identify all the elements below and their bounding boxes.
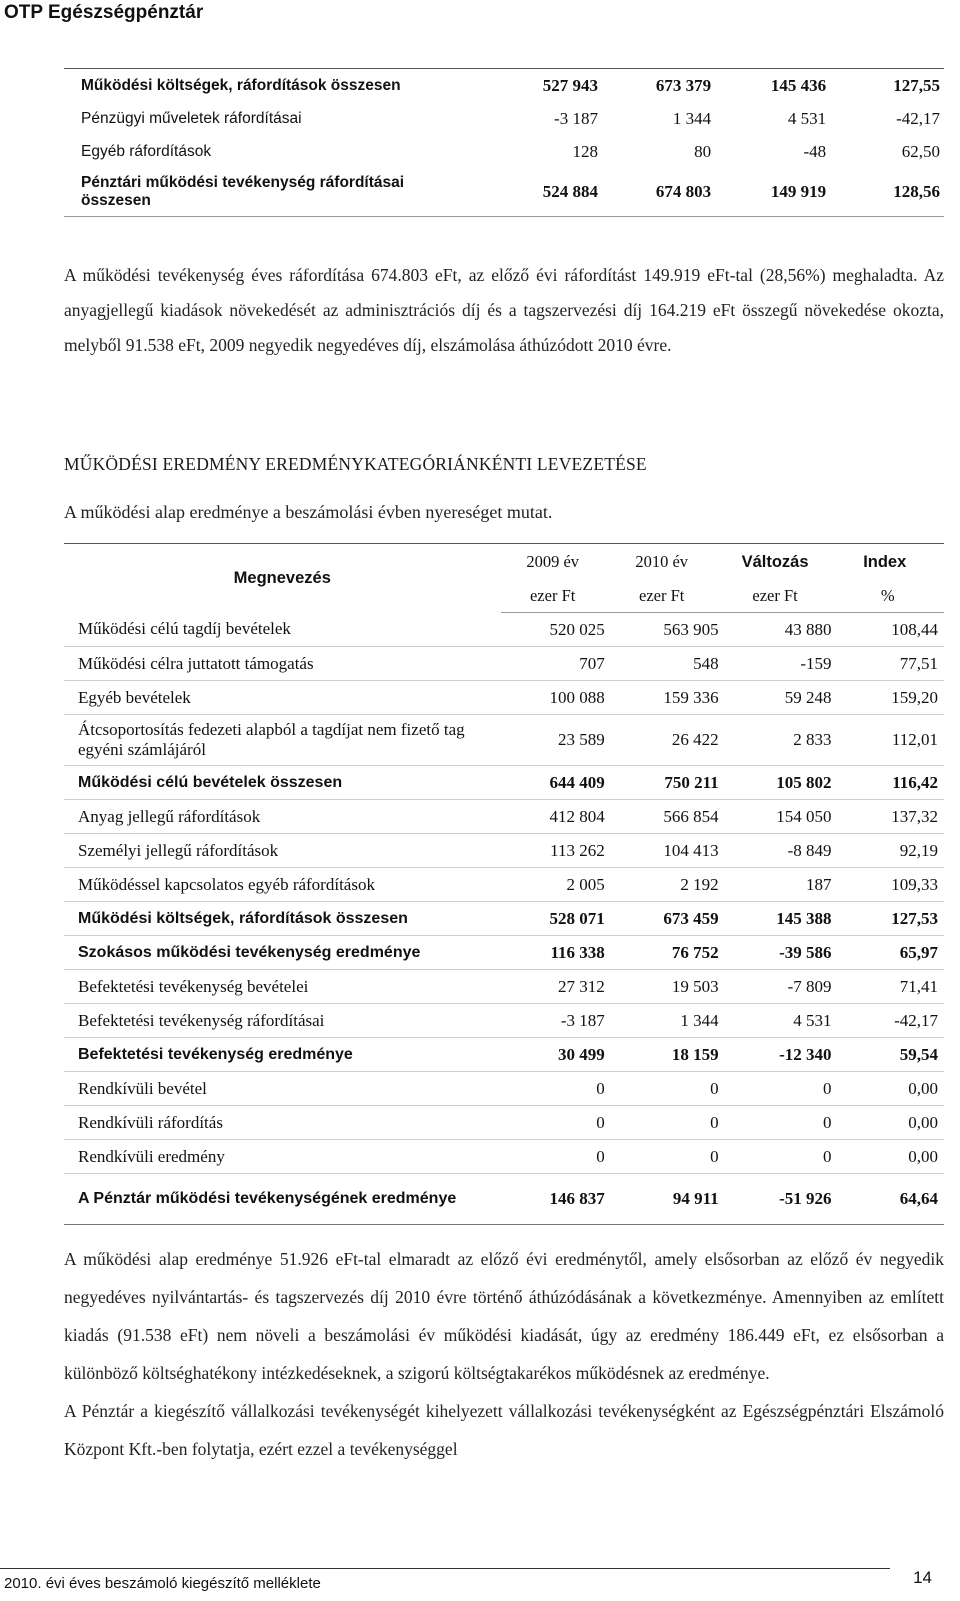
cell-change: -159 bbox=[719, 647, 832, 681]
operating-result-table bbox=[64, 543, 944, 1225]
header-unit: ezer Ft bbox=[501, 580, 605, 613]
cell-change: 187 bbox=[719, 868, 832, 902]
table-row bbox=[64, 800, 944, 834]
cell-2009: 113 262 bbox=[501, 834, 605, 868]
cell-2010: 673 459 bbox=[605, 902, 719, 936]
table-row bbox=[64, 681, 944, 715]
cell-2010: 1 344 bbox=[672, 108, 712, 128]
cell-index: 65,97 bbox=[831, 936, 944, 970]
table-row bbox=[64, 1140, 944, 1174]
cell-index: 62,50 bbox=[901, 141, 940, 161]
body-paragraph bbox=[64, 1240, 944, 1468]
cell-index: 109,33 bbox=[831, 868, 944, 902]
cell-2010: 80 bbox=[694, 141, 712, 161]
cell-index: 108,44 bbox=[831, 613, 944, 647]
table-row bbox=[64, 970, 944, 1004]
row-label: A Pénztár működési tevékenységének eredménye bbox=[64, 1174, 501, 1225]
table-row bbox=[64, 613, 944, 647]
cell-index: -42,17 bbox=[896, 108, 940, 128]
cell-2010: 1 344 bbox=[605, 1004, 719, 1038]
cell-index: 116,42 bbox=[831, 766, 944, 800]
table-row bbox=[64, 1072, 944, 1106]
cell-change: 105 802 bbox=[719, 766, 832, 800]
cell-change: 4 531 bbox=[719, 1004, 832, 1038]
row-label: Rendkívüli eredmény bbox=[64, 1140, 501, 1174]
cell-change: -7 809 bbox=[719, 970, 832, 1004]
cell-index: 64,64 bbox=[831, 1174, 944, 1225]
cell-change: -39 586 bbox=[719, 936, 832, 970]
paragraph-text: A Pénztár a kiegészítő vállalkozási tevékenységét kihelyezett vállalkozási tevékenységként az Egészségpénztári Elszámoló Központ Kft.-ben folytatja, ezért ezzel a tevékenységgel bbox=[64, 1401, 944, 1459]
header-col: 2010 év bbox=[635, 552, 689, 571]
header-name: Megnevezés bbox=[233, 568, 331, 587]
cell-2010: 0 bbox=[605, 1106, 719, 1140]
table-row bbox=[64, 69, 944, 103]
body-paragraph: A működési tevékenység éves ráfordítása 674.803 eFt, az előző évi ráfordítást 149.919 eFt-tal (28,56%) meghaladta. Az anyagjellegű kiadások növekedését az adminisztrációs díj és a tagszervezési díj 164.219 eFt összegű növekedése okozta, melyből 91.538 eFt, 2009 negyedik negyedéves díj, elszámolása áthúzódott 2010 évre. bbox=[64, 265, 944, 355]
cell-2009: 146 837 bbox=[501, 1174, 605, 1225]
table-row bbox=[64, 834, 944, 868]
row-label: Működéssel kapcsolatos egyéb ráfordítások bbox=[64, 868, 501, 902]
header-unit: ezer Ft bbox=[719, 580, 832, 613]
cell-2009: 644 409 bbox=[501, 766, 605, 800]
cell-2010: 674 803 bbox=[598, 168, 711, 217]
header-col: Index bbox=[863, 552, 907, 571]
cell-2009: 0 bbox=[501, 1106, 605, 1140]
cell-2010: 0 bbox=[605, 1140, 719, 1174]
cell-change: 2 833 bbox=[719, 715, 832, 766]
cell-2010: 750 211 bbox=[605, 766, 719, 800]
footer-text: 2010. évi éves beszámoló kiegészítő melléklete bbox=[4, 1575, 321, 1592]
cell-2009: -3 187 bbox=[554, 108, 598, 128]
cell-2009: 100 088 bbox=[501, 681, 605, 715]
cell-2009: 116 338 bbox=[501, 936, 605, 970]
cell-change: 0 bbox=[719, 1106, 832, 1140]
cell-2010: 563 905 bbox=[605, 613, 719, 647]
table-row bbox=[64, 647, 944, 681]
header-col: 2009 év bbox=[526, 552, 580, 571]
cell-change: 43 880 bbox=[719, 613, 832, 647]
table-row bbox=[64, 168, 944, 217]
cell-2009: 527 943 bbox=[542, 75, 598, 95]
cell-2010: 159 336 bbox=[605, 681, 719, 715]
cell-2009: 707 bbox=[501, 647, 605, 681]
row-label: Működési célú bevételek összesen bbox=[64, 766, 501, 800]
cell-index: 71,41 bbox=[831, 970, 944, 1004]
cell-index: 0,00 bbox=[831, 1140, 944, 1174]
table-row bbox=[64, 902, 944, 936]
row-label: Szokásos működési tevékenység eredménye bbox=[64, 936, 501, 970]
table-row bbox=[64, 1004, 944, 1038]
cell-change: 145 436 bbox=[770, 75, 827, 95]
header-col: Változás bbox=[741, 552, 809, 571]
cell-change: -8 849 bbox=[719, 834, 832, 868]
row-label: Személyi jellegű ráfordítások bbox=[64, 834, 501, 868]
cell-change: 145 388 bbox=[719, 902, 832, 936]
cell-index: 92,19 bbox=[831, 834, 944, 868]
cell-2010: 76 752 bbox=[605, 936, 719, 970]
cell-index: 77,51 bbox=[831, 647, 944, 681]
table-row bbox=[64, 102, 944, 135]
expense-summary-table bbox=[64, 68, 944, 217]
cell-2009: 528 071 bbox=[501, 902, 605, 936]
cell-index: 128,56 bbox=[826, 168, 944, 217]
cell-change: 154 050 bbox=[719, 800, 832, 834]
table-row bbox=[64, 135, 944, 168]
cell-change: -48 bbox=[803, 141, 827, 161]
cell-2010: 104 413 bbox=[605, 834, 719, 868]
cell-index: 127,55 bbox=[893, 75, 940, 95]
cell-index: 137,32 bbox=[831, 800, 944, 834]
cell-2009: 30 499 bbox=[501, 1038, 605, 1072]
row-label: Működési célra juttatott támogatás bbox=[64, 647, 501, 681]
page-header-title: OTP Egészségpénztár bbox=[4, 2, 204, 23]
table-row bbox=[64, 868, 944, 902]
cell-2009: 412 804 bbox=[501, 800, 605, 834]
table-row bbox=[64, 715, 944, 766]
cell-2009: 2 005 bbox=[501, 868, 605, 902]
header-unit: % bbox=[831, 580, 944, 613]
row-label: Működési költségek, ráfordítások összesen bbox=[64, 902, 501, 936]
cell-2009: 524 884 bbox=[471, 168, 598, 217]
row-label: Rendkívüli ráfordítás bbox=[64, 1106, 501, 1140]
table-row bbox=[64, 1174, 944, 1225]
cell-index: 59,54 bbox=[831, 1038, 944, 1072]
cell-change: 4 531 bbox=[787, 108, 827, 128]
paragraph-text: A működési alap eredménye 51.926 eFt-tal elmaradt az előző évi eredménytől, amely elsősorban az előző év negyedik negyedéves nyilvántartás- és tagszervezés díj 2010 évre történő áthúzódásának a következménye. Amennyiben az említett kiadás (91.538 eFt) nem növeli a beszámolási év működési kiadását, úgy az eredmény 186.449 eFt, ez elsősorban a különböző költséghatékony intézkedéseknek, a szigorú költségtakarékos működésnek az eredménye. bbox=[64, 1249, 944, 1383]
row-label: Pénztári működési tevékenység ráfordításai összesen bbox=[64, 168, 471, 217]
row-label: Befektetési tevékenység bevételei bbox=[64, 970, 501, 1004]
cell-index: -42,17 bbox=[831, 1004, 944, 1038]
cell-change: -12 340 bbox=[719, 1038, 832, 1072]
row-label: Pénzügyi műveletek ráfordításai bbox=[81, 109, 302, 127]
cell-change: 0 bbox=[719, 1140, 832, 1174]
cell-2009: 128 bbox=[572, 141, 598, 161]
cell-index: 127,53 bbox=[831, 902, 944, 936]
cell-change: 59 248 bbox=[719, 681, 832, 715]
cell-index: 159,20 bbox=[831, 681, 944, 715]
row-label: Működési költségek, ráfordítások összesen bbox=[81, 76, 401, 94]
row-label: Anyag jellegű ráfordítások bbox=[64, 800, 501, 834]
cell-change: 0 bbox=[719, 1072, 832, 1106]
cell-index: 0,00 bbox=[831, 1072, 944, 1106]
header-unit: ezer Ft bbox=[605, 580, 719, 613]
cell-2010: 673 379 bbox=[655, 75, 712, 95]
table-row bbox=[64, 1106, 944, 1140]
cell-2010: 19 503 bbox=[605, 970, 719, 1004]
row-label: Befektetési tevékenység eredménye bbox=[64, 1038, 501, 1072]
section-heading: MŰKÖDÉSI EREDMÉNY EREDMÉNYKATEGÓRIÁNKÉNTI LEVEZETÉSE bbox=[64, 454, 647, 474]
page-number: 14 bbox=[913, 1568, 932, 1587]
row-label: Egyéb bevételek bbox=[64, 681, 501, 715]
row-label: Egyéb ráfordítások bbox=[81, 142, 212, 160]
cell-2010: 2 192 bbox=[605, 868, 719, 902]
table-row bbox=[64, 766, 944, 800]
table-header-row bbox=[64, 544, 944, 581]
cell-index: 0,00 bbox=[831, 1106, 944, 1140]
cell-2009: 27 312 bbox=[501, 970, 605, 1004]
cell-2010: 0 bbox=[605, 1072, 719, 1106]
cell-2009: -3 187 bbox=[501, 1004, 605, 1038]
cell-2009: 0 bbox=[501, 1140, 605, 1174]
table-row bbox=[64, 936, 944, 970]
section-subtitle: A működési alap eredménye a beszámolási évben nyereséget mutat. bbox=[64, 502, 553, 522]
cell-index: 112,01 bbox=[831, 715, 944, 766]
cell-change: 149 919 bbox=[711, 168, 826, 217]
cell-2009: 23 589 bbox=[501, 715, 605, 766]
row-label: Működési célú tagdíj bevételek bbox=[64, 613, 501, 647]
cell-2010: 18 159 bbox=[605, 1038, 719, 1072]
cell-2009: 0 bbox=[501, 1072, 605, 1106]
cell-2010: 94 911 bbox=[605, 1174, 719, 1225]
row-label: Rendkívüli bevétel bbox=[64, 1072, 501, 1106]
cell-2010: 566 854 bbox=[605, 800, 719, 834]
cell-2009: 520 025 bbox=[501, 613, 605, 647]
cell-change: -51 926 bbox=[719, 1174, 832, 1225]
cell-2010: 548 bbox=[605, 647, 719, 681]
footer-divider bbox=[0, 1568, 890, 1569]
table-row bbox=[64, 1038, 944, 1072]
row-label: Befektetési tevékenység ráfordításai bbox=[64, 1004, 501, 1038]
row-label: Átcsoportosítás fedezeti alapból a tagdíjat nem fizető tag egyéni számlájáról bbox=[64, 715, 501, 766]
cell-2010: 26 422 bbox=[605, 715, 719, 766]
